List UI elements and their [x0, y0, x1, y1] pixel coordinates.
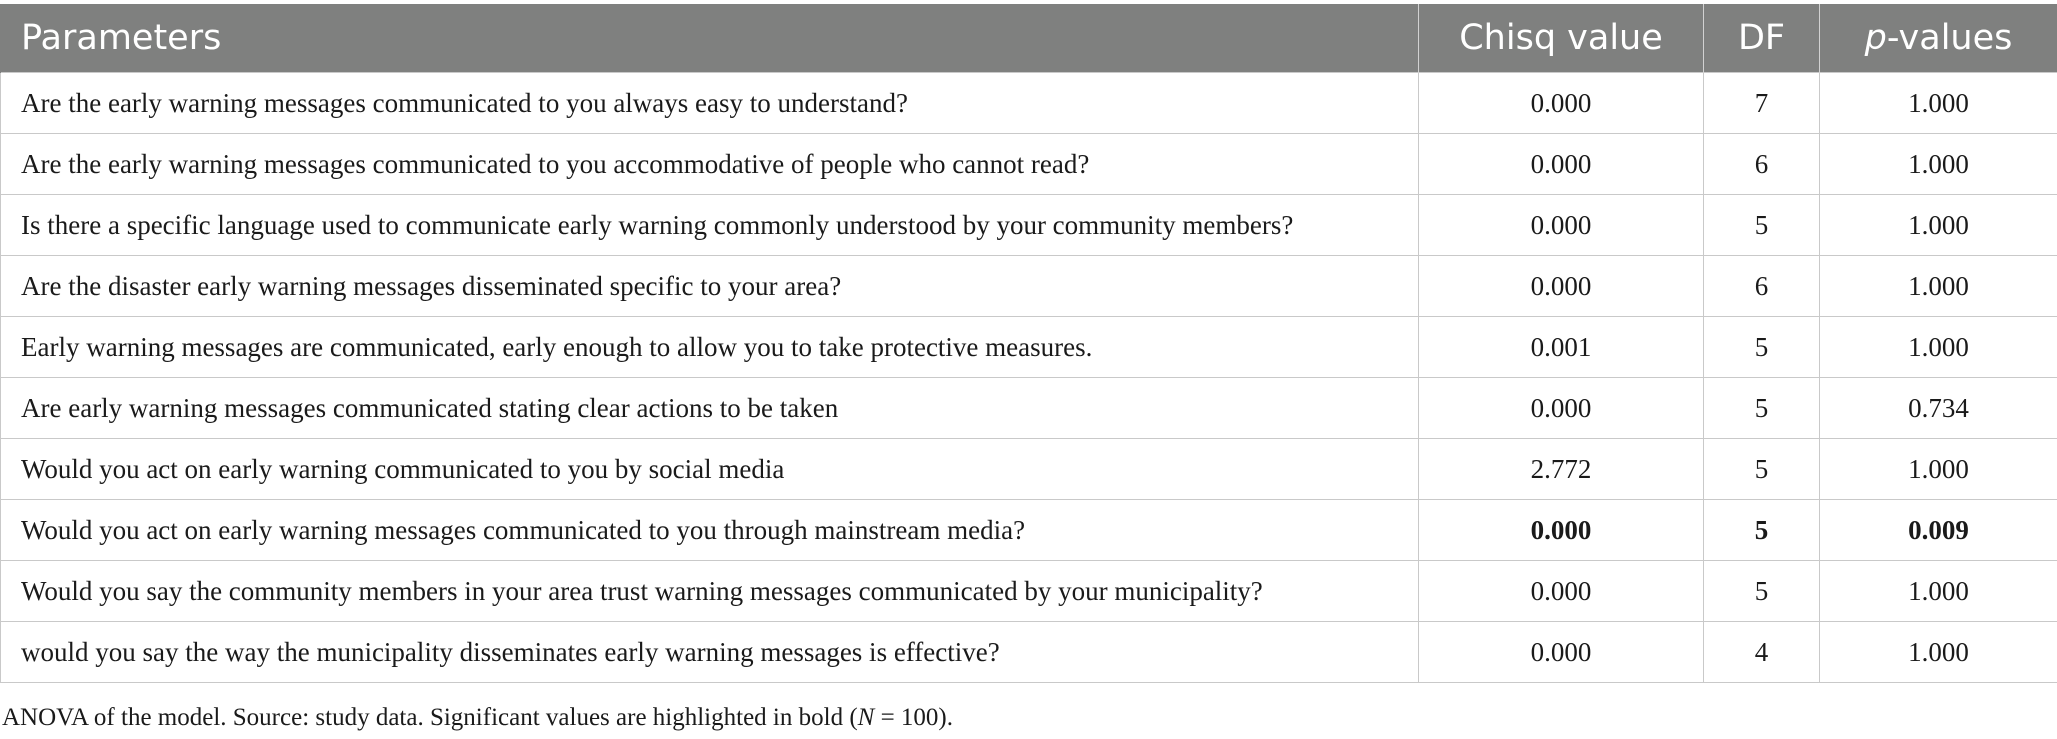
cell-df: 5 [1704, 378, 1820, 439]
cell-parameter: Are early warning messages communicated stating clear actions to be taken [1, 378, 1419, 439]
cell-parameter: Early warning messages are communicated, early enough to allow you to take protective measures. [1, 317, 1419, 378]
cell-parameter: Are the disaster early warning messages disseminated specific to your area? [1, 256, 1419, 317]
footnote-n: N [857, 704, 875, 731]
cell-parameter: would you say the way the municipality disseminates early warning messages is effective? [1, 622, 1419, 683]
table-row [1, 561, 2057, 622]
cell-df: 6 [1704, 134, 1820, 195]
header-parameters: Parameters [1, 4, 1419, 73]
cell-p-value: 1.000 [1820, 73, 2057, 134]
cell-chisq-value: 0.000 [1419, 73, 1704, 134]
cell-parameter: Would you act on early warning communicated to you by social media [1, 439, 1419, 500]
cell-p-value: 1.000 [1820, 561, 2057, 622]
cell-df: 7 [1704, 73, 1820, 134]
cell-df: 4 [1704, 622, 1820, 683]
cell-chisq-value: 0.000 [1419, 134, 1704, 195]
cell-parameter: Is there a specific language used to communicate early warning commonly understood by your community members? [1, 195, 1419, 256]
header-p-suffix: -values [1886, 18, 2013, 58]
cell-chisq-value: 0.000 [1419, 195, 1704, 256]
cell-chisq-value: 0.000 [1419, 500, 1704, 561]
anova-table [0, 4, 2057, 683]
table-body [1, 73, 2057, 683]
table-row [1, 439, 2057, 500]
cell-p-value: 1.000 [1820, 622, 2057, 683]
table-row [1, 500, 2057, 561]
header-df: DF [1704, 4, 1820, 73]
cell-p-value: 1.000 [1820, 195, 2057, 256]
cell-chisq-value: 0.000 [1419, 561, 1704, 622]
cell-chisq-value: 0.001 [1419, 317, 1704, 378]
cell-p-value: 1.000 [1820, 256, 2057, 317]
cell-chisq-value: 0.000 [1419, 378, 1704, 439]
header-chisq-value: Chisq value [1419, 4, 1704, 73]
footnote-text-end: = 100). [874, 704, 954, 731]
cell-p-value: 1.000 [1820, 317, 2057, 378]
cell-df: 5 [1704, 561, 1820, 622]
cell-p-value: 0.009 [1820, 500, 2057, 561]
table-row [1, 378, 2057, 439]
cell-chisq-value: 0.000 [1419, 622, 1704, 683]
cell-parameter: Are the early warning messages communicated to you always easy to understand? [1, 73, 1419, 134]
table-footnote [2, 704, 953, 732]
cell-chisq-value: 2.772 [1419, 439, 1704, 500]
table-row [1, 622, 2057, 683]
cell-chisq-value: 0.000 [1419, 256, 1704, 317]
table-row [1, 134, 2057, 195]
cell-df: 6 [1704, 256, 1820, 317]
cell-p-value: 1.000 [1820, 439, 2057, 500]
header-row [1, 4, 2057, 73]
table-row [1, 73, 2057, 134]
cell-df: 5 [1704, 439, 1820, 500]
cell-parameter: Would you say the community members in your area trust warning messages communicated by your municipality? [1, 561, 1419, 622]
cell-df: 5 [1704, 195, 1820, 256]
cell-parameter: Are the early warning messages communicated to you accommodative of people who cannot read? [1, 134, 1419, 195]
table-row [1, 195, 2057, 256]
footnote-text: ANOVA of the model. Source: study data. Significant values are highlighted in bold ( [2, 704, 858, 731]
cell-p-value: 1.000 [1820, 134, 2057, 195]
cell-parameter: Would you act on early warning messages communicated to you through mainstream media? [1, 500, 1419, 561]
cell-df: 5 [1704, 500, 1820, 561]
cell-p-value: 0.734 [1820, 378, 2057, 439]
header-p-values [1820, 4, 2057, 73]
table-row [1, 317, 2057, 378]
cell-df: 5 [1704, 317, 1820, 378]
header-p-italic: p [1864, 18, 1887, 58]
table-row [1, 256, 2057, 317]
